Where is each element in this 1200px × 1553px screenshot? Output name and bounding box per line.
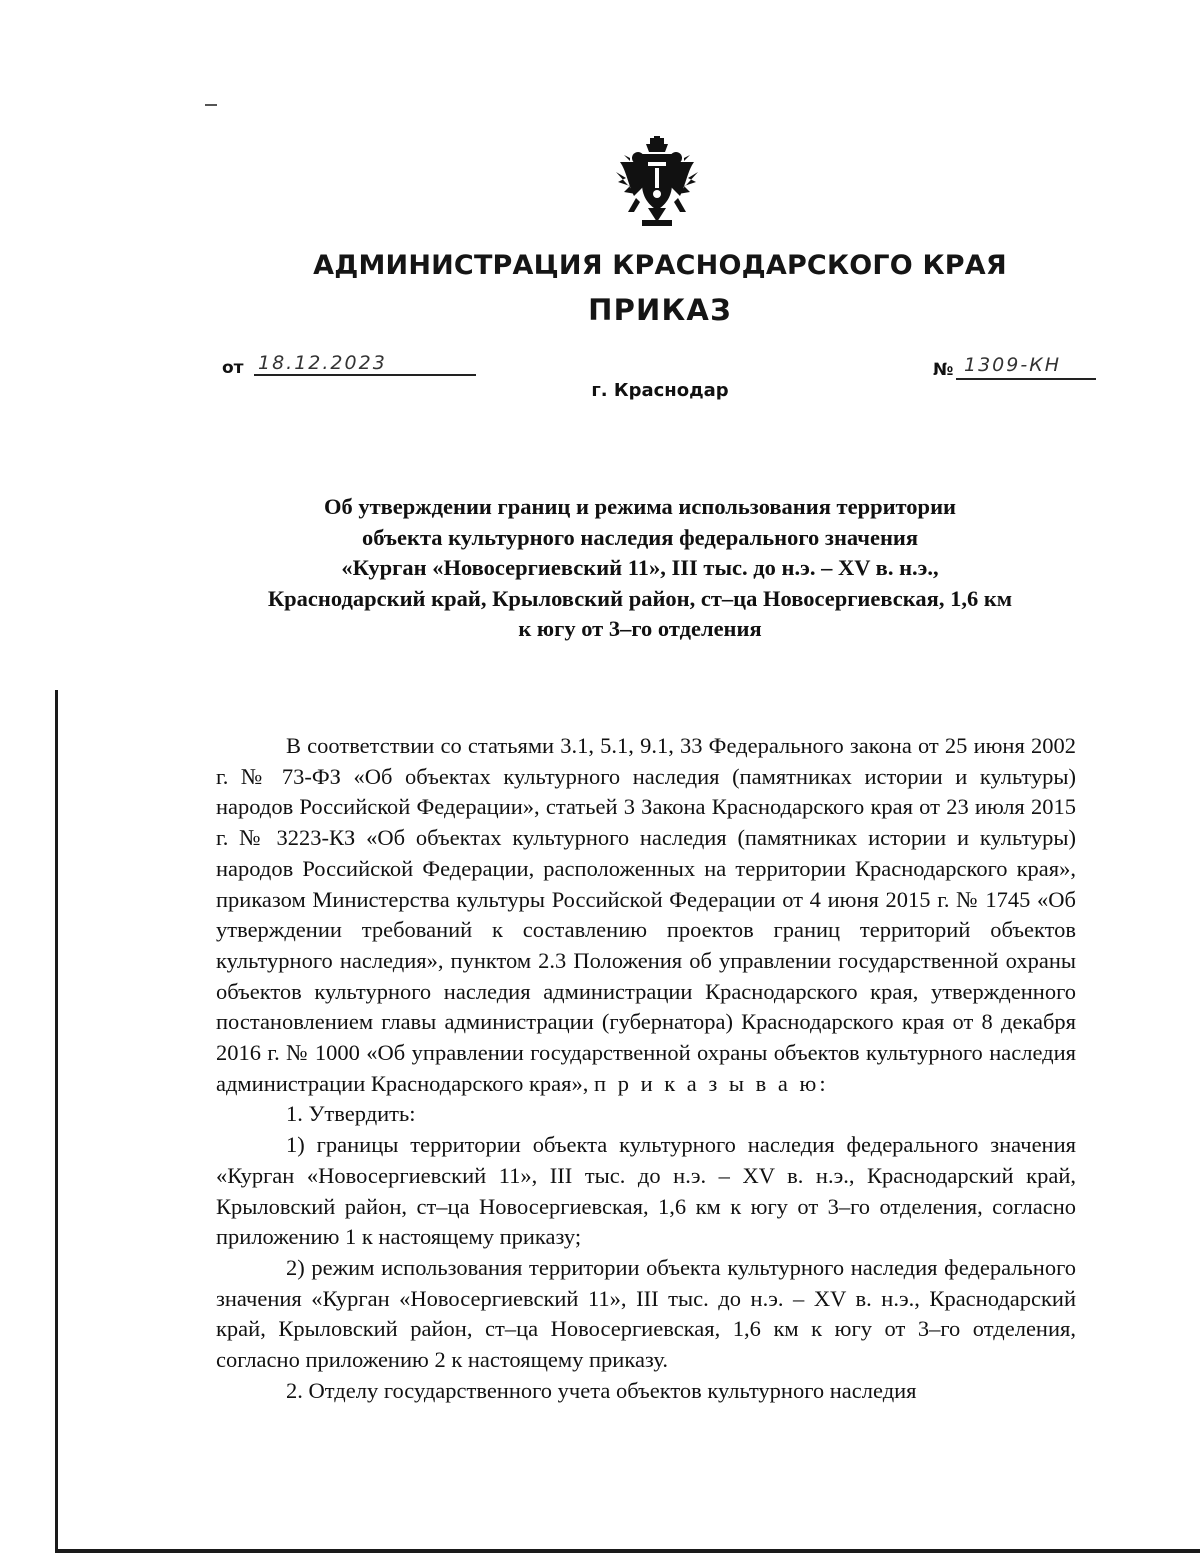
paragraph: 2) режим использования территории объекта культурного наследия федерального значения «Курган «Новосергиевский 11», III тыс. до н.э. – XV в. н.э., Краснодарский край, Крыловский район, ст–ца Новосергиевская, 1,6 км к югу от 3–го отделения, согласно приложению 2 к настоящему приказу. [216, 1254, 1076, 1373]
title-line: Краснодарский край, Крыловский район, ст–ца Новосергиевская, 1,6 км [267, 585, 1013, 611]
scan-artifact [205, 104, 217, 106]
paragraph: 1) границы территории объекта культурного наследия федерального значения «Курган «Новосергиевский 11», III тыс. до н.э. – XV в. н.э., Краснодарский край, Крыловский район, ст–ца Новосергиевская, 1,6 км к югу от 3–го отделения, согласно приложению 1 к настоящему приказу; [216, 1132, 1076, 1250]
title-line: объекта культурного наследия федерального значения [361, 524, 919, 550]
handwritten-date: 18.12.2023 [258, 352, 387, 374]
date-underline [254, 374, 476, 376]
paragraph: 2. Отделу государственного учета объектов культурного наследия [286, 1377, 917, 1403]
document-title [200, 492, 1080, 645]
document-type: ПРИКАЗ [588, 293, 732, 327]
preamble-text: В соответствии со статьями 3.1, 5.1, 9.1, 33 Федерального закона от 25 июня 2002 г. № 73-ФЗ «Об объектах культурного наследия (памятниках истории и культуры) народов Российской Федерации», статьей 3 Закона Краснодарского края от 23 июля 2015 г. № 3223-КЗ «Об объектах культурного наследия (памятниках истории и культуры) народов Российской Федерации, расположенных на территории Краснодарского края», приказом Министерства культуры Российской Федерации от 4 июня 2015 г. № 1745 «Об утверждении требований к составлению проектов границ территорий объектов культурного наследия», пунктом 2.3 Положения об управлении государственной охраны объектов культурного наследия администрации Краснодарского края, утвержденного постановлением главы администрации (губернатора) Краснодарского края от 8 декабря 2016 г. № 1000 «Об управлении государственной охраны объектов культурного наследия администрации Краснодарского края», [216, 733, 1076, 1096]
organization-name: АДМИНИСТРАЦИЯ КРАСНОДАРСКОГО КРАЯ [313, 250, 1007, 281]
city: г. Краснодар [591, 380, 729, 401]
title-line: к югу от 3–го отделения [518, 616, 762, 641]
handwritten-number: 1309-КН [964, 354, 1061, 376]
title-line: «Курган «Новосергиевский 11», III тыс. до н.э. – XV в. н.э., [341, 555, 939, 580]
order-word: п р и к а з ы в а ю: [594, 1070, 829, 1096]
document-body [216, 731, 1076, 1406]
preamble-paragraph [216, 731, 1076, 1099]
krasnodar-coat-of-arms-icon [612, 136, 702, 232]
scan-edge-bottom [55, 1549, 1200, 1553]
date-label: от [222, 358, 244, 378]
title-line: Об утверждении границ и режима использования территории [323, 494, 957, 519]
number-label: № [933, 360, 954, 380]
paragraph: 1. Утвердить: [286, 1101, 416, 1127]
scan-edge-left [55, 690, 58, 1553]
